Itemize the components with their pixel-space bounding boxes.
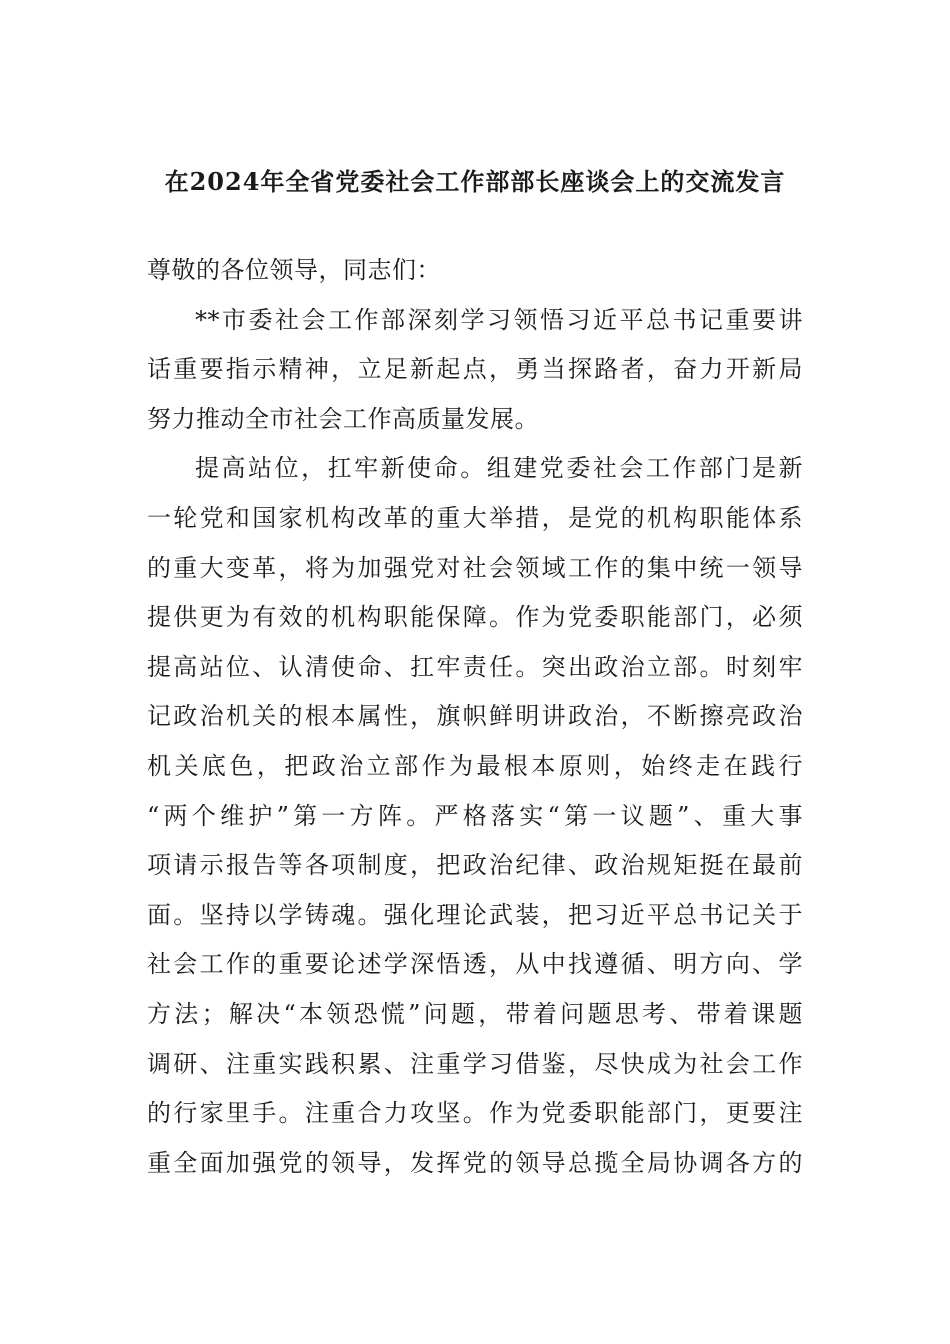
- paragraph-line: 提供更为有效的机构职能保障。作为党委职能部门，必须: [147, 603, 803, 632]
- paragraph-line: 提高站位，扛牢新使命。组建党委社会工作部门是新: [195, 454, 803, 483]
- paragraph-line: 提高站位、认清使命、扛牢责任。突出政治立部。时刻牢: [147, 652, 803, 681]
- paragraph-line: 话重要指示精神，立足新起点，勇当探路者，奋力开新局: [147, 355, 803, 384]
- paragraph-line: 的行家里手。注重合力攻坚。作为党委职能部门，更要注: [147, 1099, 803, 1128]
- paragraph-line: 社会工作的重要论述学深悟透，从中找遵循、明方向、学: [147, 950, 803, 979]
- paragraph-line: 调研、注重实践积累、注重学习借鉴，尽快成为社会工作: [147, 1049, 803, 1078]
- paragraph-line: 面。坚持以学铸魂。强化理论武装，把习近平总书记关于: [147, 900, 803, 929]
- paragraph-line: 的重大变革，将为加强党对社会领域工作的集中统一领导: [147, 553, 803, 582]
- paragraph-line: 重全面加强党的领导，发挥党的领导总揽全局协调各方的: [147, 1148, 803, 1177]
- paragraph-line: 一轮党和国家机构改革的重大举措，是党的机构职能体系: [147, 503, 803, 532]
- paragraph-line: 项请示报告等各项制度，把政治纪律、政治规矩挺在最前: [147, 851, 803, 880]
- paragraph-line: 方法；解决“本领恐慌”问题，带着问题思考、带着课题: [147, 999, 803, 1028]
- paragraph-line: 努力推动全市社会工作高质量发展。: [147, 404, 539, 433]
- paragraph-line: “两个维护”第一方阵。严格落实“第一议题”、重大事: [147, 801, 803, 830]
- document-body: [147, 246, 803, 1188]
- salutation-line: 尊敬的各位领导，同志们：: [147, 256, 441, 284]
- paragraph-line: 机关底色，把政治立部作为最根本原则，始终走在践行: [147, 751, 803, 780]
- paragraph-line: **市委社会工作部深刻学习领悟习近平总书记重要讲: [195, 305, 803, 334]
- paragraph-line: 记政治机关的根本属性，旗帜鲜明讲政治，不断擦亮政治: [147, 702, 803, 731]
- document-title: 在2024年全省党委社会工作部部长座谈会上的交流发言: [164, 167, 786, 196]
